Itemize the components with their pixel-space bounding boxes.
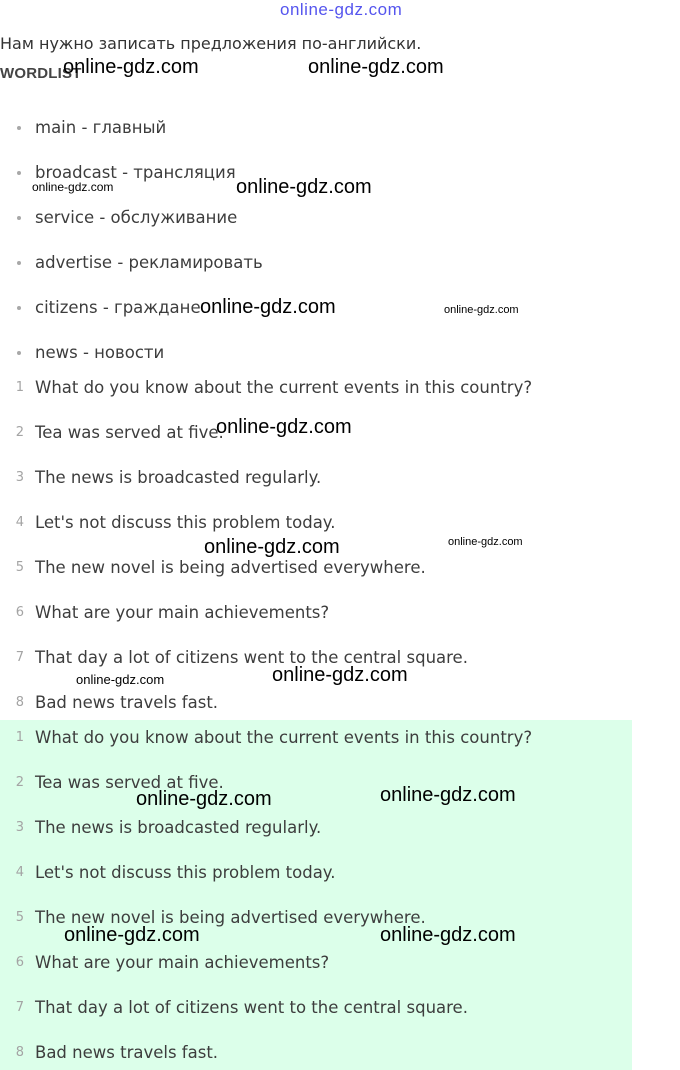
watermark: online-gdz.com	[216, 416, 352, 438]
answer-number: 7	[15, 1000, 24, 1015]
watermark: online-gdz.com	[204, 536, 340, 558]
watermark: online-gdz.com	[448, 536, 523, 548]
wordlist-item-text: citizens - граждане	[35, 298, 201, 317]
answer-text: Bad news travels fast.	[35, 1043, 219, 1062]
intro-text: Нам нужно записать предложения по-английски.	[0, 34, 422, 53]
sentence-number: 7	[15, 650, 24, 665]
bullet-icon	[17, 126, 21, 130]
wordlist-item-text: main - главный	[35, 118, 167, 137]
wordlist-heading: WORDLIST	[0, 65, 82, 82]
wordlist-item-text: advertise - рекламировать	[35, 253, 263, 272]
answer-text: The new novel is being advertised everywhere.	[35, 908, 426, 927]
answer-text: The news is broadcasted regularly.	[35, 818, 322, 837]
sentence-number: 4	[15, 515, 24, 530]
answer-number: 5	[15, 910, 24, 925]
wordlist-item-text: broadcast - трансляция	[35, 163, 236, 182]
answer-text: What do you know about the current events in this country?	[35, 728, 533, 747]
answer-number: 1	[15, 730, 24, 745]
watermark: online-gdz.com	[200, 296, 336, 318]
watermark: online-gdz.com	[64, 924, 200, 946]
bullet-icon	[17, 216, 21, 220]
watermark: online-gdz.com	[236, 176, 372, 198]
sentence-text: The new novel is being advertised everywhere.	[35, 558, 426, 577]
bullet-icon	[17, 306, 21, 310]
sentence-text: Bad news travels fast.	[35, 693, 219, 712]
sentence-number: 8	[15, 695, 24, 710]
sentence-text: That day a lot of citizens went to the central square.	[35, 648, 468, 667]
site-header-link[interactable]: online-gdz.com	[280, 0, 403, 19]
answer-number: 6	[15, 955, 24, 970]
sentence-text: What do you know about the current events in this country?	[35, 378, 533, 397]
answer-text: Tea was served at five.	[35, 773, 224, 792]
watermark: online-gdz.com	[63, 56, 199, 78]
sentence-text: Let's not discuss this problem today.	[35, 513, 336, 532]
sentence-number: 1	[15, 380, 24, 395]
answer-number: 3	[15, 820, 24, 835]
watermark: online-gdz.com	[444, 304, 519, 316]
bullet-icon	[17, 351, 21, 355]
sentence-number: 5	[15, 560, 24, 575]
answer-number: 2	[15, 775, 24, 790]
wordlist-item-text: news - новости	[35, 343, 165, 362]
sentence-text: Tea was served at five.	[35, 423, 224, 442]
sentence-number: 3	[15, 470, 24, 485]
watermark: online-gdz.com	[76, 672, 165, 687]
watermark: online-gdz.com	[308, 56, 444, 78]
sentence-number: 2	[15, 425, 24, 440]
answer-text: That day a lot of citizens went to the central square.	[35, 998, 468, 1017]
answer-text: Let's not discuss this problem today.	[35, 863, 336, 882]
answer-number: 8	[15, 1045, 24, 1060]
bullet-icon	[17, 171, 21, 175]
bullet-icon	[17, 261, 21, 265]
sentence-text: The news is broadcasted regularly.	[35, 468, 322, 487]
watermark: online-gdz.com	[380, 924, 516, 946]
watermark: online-gdz.com	[32, 180, 114, 194]
sentence-text: What are your main achievements?	[35, 603, 330, 622]
watermark: online-gdz.com	[272, 664, 408, 686]
sentence-number: 6	[15, 605, 24, 620]
answer-number: 4	[15, 865, 24, 880]
answer-text: What are your main achievements?	[35, 953, 330, 972]
watermark: online-gdz.com	[136, 788, 272, 810]
watermark: online-gdz.com	[380, 784, 516, 806]
wordlist-item-text: service - обслуживание	[35, 208, 238, 227]
